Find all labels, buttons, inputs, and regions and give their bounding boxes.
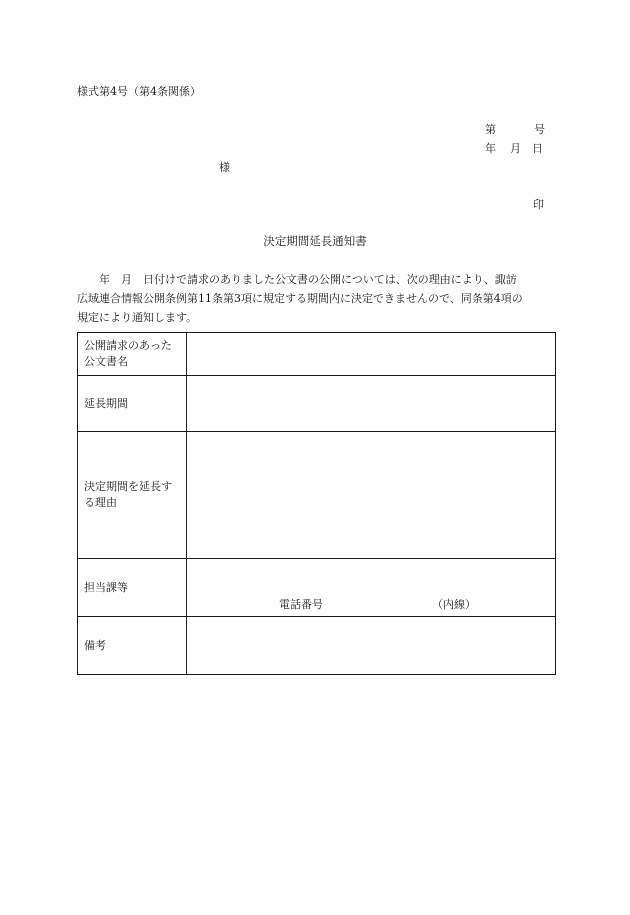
document-number-suffix: 号 — [534, 123, 545, 136]
extension-period-label — [78, 376, 187, 432]
label-line: 延長期間 — [84, 396, 128, 410]
date-day: 日 — [532, 142, 543, 155]
table-row — [78, 333, 556, 376]
remarks-field[interactable] — [187, 617, 556, 675]
document-title: 決定期間延長通知書 — [263, 234, 367, 248]
requested-document-label — [78, 333, 187, 376]
department-label — [78, 559, 187, 617]
extension-reason-field[interactable] — [187, 432, 556, 559]
label-line: 備考 — [84, 638, 106, 652]
notice-body — [77, 270, 555, 327]
department-field[interactable] — [187, 559, 556, 617]
document-number-prefix: 第 — [485, 123, 496, 136]
remarks-label — [78, 617, 187, 675]
table-row — [78, 376, 556, 432]
label-line: 担当課等 — [84, 580, 128, 594]
form-number: 様式第4号（第4条関係） — [77, 85, 201, 98]
label-line: 決定期間を延長す — [84, 480, 172, 493]
requested-document-field[interactable] — [187, 333, 556, 376]
label-line: 公文書名 — [84, 355, 128, 368]
notice-body-line: 年 月 日付けで請求のありました公文書の公開については、次の理由により、諏訪 — [99, 273, 517, 286]
addressee-suffix: 様 — [219, 161, 230, 174]
date-year: 年 — [485, 142, 496, 155]
label-line: 公開請求のあった — [84, 339, 172, 352]
extension-line-label: （内線） — [432, 598, 476, 611]
notice-details-table — [77, 332, 556, 675]
notice-body-line: 規定により通知します。 — [77, 311, 198, 324]
table-row — [78, 559, 556, 617]
seal-mark: 印 — [533, 198, 544, 211]
label-line: る理由 — [84, 496, 117, 509]
notice-body-line: 広域連合情報公開条例第11条第3項に規定する期間内に決定できませんので、同条第4項の — [77, 292, 523, 305]
phone-number-label: 電話番号 — [279, 598, 323, 611]
table-row — [78, 432, 556, 559]
extension-reason-label — [78, 432, 187, 559]
extension-period-field[interactable] — [187, 376, 556, 432]
date-month: 月 — [510, 142, 521, 155]
table-row — [78, 617, 556, 675]
